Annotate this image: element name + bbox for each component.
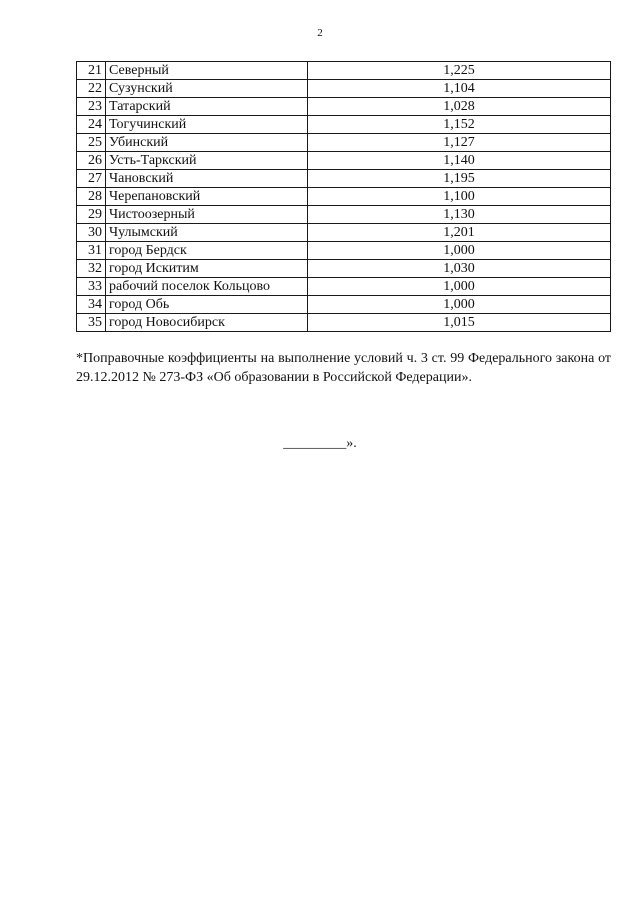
row-number: 30 (77, 224, 106, 242)
table-row (77, 80, 611, 98)
table-row (77, 152, 611, 170)
coefficient-value: 1,030 (308, 260, 611, 278)
coefficient-value: 1,000 (308, 296, 611, 314)
district-name: Чистоозерный (106, 206, 308, 224)
district-name: Сузунский (106, 80, 308, 98)
coefficient-value: 1,000 (308, 278, 611, 296)
row-number: 27 (77, 170, 106, 188)
table-row (77, 224, 611, 242)
coefficient-value: 1,104 (308, 80, 611, 98)
coefficient-value: 1,028 (308, 98, 611, 116)
table-row (77, 116, 611, 134)
district-name: город Обь (106, 296, 308, 314)
page-number: 2 (317, 27, 323, 39)
row-number: 34 (77, 296, 106, 314)
closing-mark: _________». (283, 436, 357, 451)
district-name: Чулымский (106, 224, 308, 242)
table-row (77, 242, 611, 260)
district-name: Усть-Таркский (106, 152, 308, 170)
district-name: Татарский (106, 98, 308, 116)
row-number: 33 (77, 278, 106, 296)
district-name: Черепановский (106, 188, 308, 206)
coefficient-value: 1,225 (308, 62, 611, 80)
row-number: 22 (77, 80, 106, 98)
table-row (77, 98, 611, 116)
row-number: 32 (77, 260, 106, 278)
coefficient-value: 1,201 (308, 224, 611, 242)
table-row (77, 206, 611, 224)
table-row (77, 278, 611, 296)
coefficient-value: 1,127 (308, 134, 611, 152)
row-number: 29 (77, 206, 106, 224)
row-number: 31 (77, 242, 106, 260)
table-row (77, 314, 611, 332)
table-row (77, 260, 611, 278)
district-name: город Бердск (106, 242, 308, 260)
row-number: 24 (77, 116, 106, 134)
table-body (77, 62, 611, 332)
table-row (77, 62, 611, 80)
coefficient-value: 1,130 (308, 206, 611, 224)
coefficient-value: 1,195 (308, 170, 611, 188)
table-row (77, 134, 611, 152)
coefficient-value: 1,000 (308, 242, 611, 260)
district-name: Тогучинский (106, 116, 308, 134)
district-name: город Новосибирск (106, 314, 308, 332)
district-name: Убинский (106, 134, 308, 152)
coefficient-value: 1,100 (308, 188, 611, 206)
row-number: 21 (77, 62, 106, 80)
district-name: город Искитим (106, 260, 308, 278)
row-number: 23 (77, 98, 106, 116)
district-name: Чановский (106, 170, 308, 188)
coefficient-value: 1,140 (308, 152, 611, 170)
table-row (77, 170, 611, 188)
row-number: 28 (77, 188, 106, 206)
row-number: 35 (77, 314, 106, 332)
table-row (77, 296, 611, 314)
district-name: Северный (106, 62, 308, 80)
row-number: 26 (77, 152, 106, 170)
table-row (77, 188, 611, 206)
footnote: *Поправочные коэффициенты на выполнение условий ч. 3 ст. 99 Федерального закона от 29.12.2012 № 273-ФЗ «Об образовании в Российской Федерации». (76, 351, 611, 385)
coefficient-value: 1,152 (308, 116, 611, 134)
row-number: 25 (77, 134, 106, 152)
coefficients-table (76, 61, 611, 332)
district-name: рабочий поселок Кольцово (106, 278, 308, 296)
coefficient-value: 1,015 (308, 314, 611, 332)
